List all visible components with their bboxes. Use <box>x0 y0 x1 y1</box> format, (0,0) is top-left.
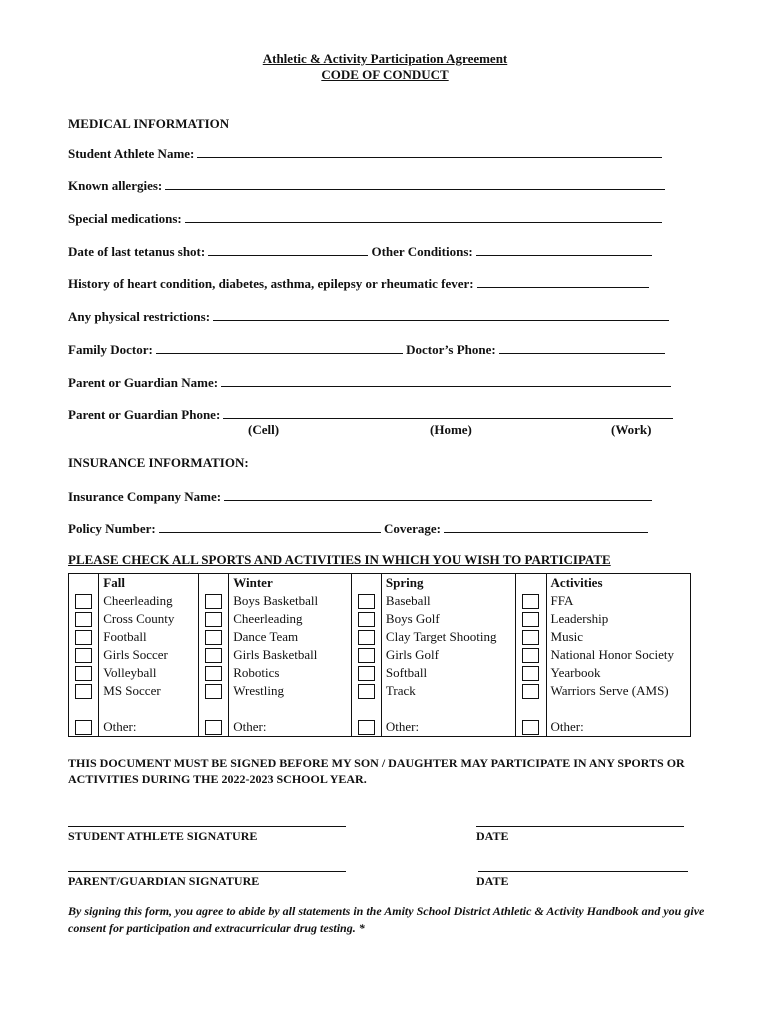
doctor-row <box>68 341 665 358</box>
checkbox[interactable] <box>522 612 539 627</box>
parent-signature-label: PARENT/GUARDIAN SIGNATURE <box>68 874 260 888</box>
checkbox[interactable] <box>358 612 375 627</box>
checkbox[interactable] <box>522 684 539 699</box>
column-header: Activities <box>546 574 690 593</box>
policy-field[interactable] <box>159 520 381 533</box>
checkbox[interactable] <box>358 666 375 681</box>
checkbox[interactable] <box>522 666 539 681</box>
checkbox[interactable] <box>522 720 539 735</box>
student-name-field[interactable] <box>197 145 662 158</box>
doctor-label: Family Doctor: <box>68 342 153 357</box>
sport-label: Clay Target Shooting <box>381 628 515 646</box>
checkbox[interactable] <box>522 648 539 663</box>
footer-statement: By signing this form, you agree to abide by all statements in the Amity School District Athletic & Activity Handbook and you give consent for participation and extracurricular drug testing. * <box>68 904 705 935</box>
allergies-row <box>68 177 665 194</box>
medications-field[interactable] <box>185 210 662 223</box>
column-header: Fall <box>99 574 199 593</box>
sport-label: Robotics <box>229 664 351 682</box>
checkbox[interactable] <box>205 720 222 735</box>
doctor-field[interactable] <box>156 341 403 354</box>
sport-label: Other: <box>546 718 690 737</box>
notice-text: THIS DOCUMENT MUST BE SIGNED BEFORE MY SON / DAUGHTER MAY PARTICIPATE IN ANY SPORTS OR ACTIVITIES DURING THE 2022-2023 SCHOOL YEAR. <box>68 756 685 786</box>
checkbox[interactable] <box>75 684 92 699</box>
insurance-company-label: Insurance Company Name: <box>68 489 222 504</box>
restrictions-field[interactable] <box>213 308 669 321</box>
sport-label: Football <box>99 628 199 646</box>
table-row <box>69 592 691 610</box>
coverage-field[interactable] <box>444 520 648 533</box>
parent-date-label: DATE <box>476 874 509 888</box>
student-signature-line[interactable] <box>68 826 346 827</box>
parent-date-line[interactable] <box>478 871 688 872</box>
student-signature-label: STUDENT ATHLETE SIGNATURE <box>68 829 258 843</box>
sport-label: Other: <box>99 718 199 737</box>
allergies-label: Known allergies: <box>68 178 163 193</box>
history-row <box>68 275 649 292</box>
sport-label: Other: <box>381 718 515 737</box>
checkbox[interactable] <box>205 630 222 645</box>
checkbox[interactable] <box>205 666 222 681</box>
sport-label: Volleyball <box>99 664 199 682</box>
doctor-phone-label: Doctor’s Phone: <box>406 342 496 357</box>
student-date-label: DATE <box>476 829 509 843</box>
sport-label: Yearbook <box>546 664 690 682</box>
checkbox[interactable] <box>75 612 92 627</box>
table-row <box>69 646 691 664</box>
checkbox[interactable] <box>358 648 375 663</box>
other-conditions-field[interactable] <box>476 243 652 256</box>
parent-signature-line[interactable] <box>68 871 346 872</box>
checkbox[interactable] <box>75 594 92 609</box>
sport-label: Warriors Serve (AMS) <box>546 682 690 700</box>
sport-label: Baseball <box>381 592 515 610</box>
table-row <box>69 682 691 700</box>
sport-label: Dance Team <box>229 628 351 646</box>
table-row <box>69 718 691 737</box>
restrictions-row <box>68 308 669 325</box>
sport-label: Girls Soccer <box>99 646 199 664</box>
history-field[interactable] <box>477 275 649 288</box>
sport-label: FFA <box>546 592 690 610</box>
guardian-name-field[interactable] <box>221 374 671 387</box>
checkbox[interactable] <box>205 684 222 699</box>
checkbox[interactable] <box>358 594 375 609</box>
checkbox[interactable] <box>75 630 92 645</box>
sport-label: Cross County <box>99 610 199 628</box>
table-row <box>69 610 691 628</box>
coverage-label: Coverage: <box>383 521 442 536</box>
checkbox[interactable] <box>358 684 375 699</box>
sport-label: Boys Basketball <box>229 592 351 610</box>
checkbox[interactable] <box>205 612 222 627</box>
tetanus-label: Date of last tetanus shot: <box>68 244 206 259</box>
student-name-row <box>68 145 662 162</box>
tetanus-row <box>68 243 652 260</box>
insurance-heading: INSURANCE INFORMATION: <box>68 455 249 470</box>
sport-label: Track <box>381 682 515 700</box>
student-date-line[interactable] <box>476 826 684 827</box>
column-header: Spring <box>381 574 515 593</box>
sport-label: Leadership <box>546 610 690 628</box>
phone-home-label: (Home) <box>430 422 472 437</box>
checkbox[interactable] <box>75 720 92 735</box>
guardian-phone-label: Parent or Guardian Phone: <box>68 407 221 422</box>
sport-label: MS Soccer <box>99 682 199 700</box>
checkbox[interactable] <box>522 630 539 645</box>
guardian-phone-row <box>68 406 673 423</box>
medications-row <box>68 210 662 227</box>
checkbox[interactable] <box>75 666 92 681</box>
guardian-name-row <box>68 374 671 391</box>
insurance-company-row <box>68 488 652 505</box>
sport-label: National Honor Society <box>546 646 690 664</box>
table-row <box>69 664 691 682</box>
checkbox[interactable] <box>358 630 375 645</box>
guardian-phone-field[interactable] <box>223 406 673 419</box>
sports-heading: PLEASE CHECK ALL SPORTS AND ACTIVITIES IN WHICH YOU WISH TO PARTICIPATE <box>68 552 611 567</box>
policy-label: Policy Number: <box>68 521 156 536</box>
table-row <box>69 700 691 718</box>
checkbox[interactable] <box>75 648 92 663</box>
policy-row <box>68 520 648 537</box>
checkbox[interactable] <box>205 648 222 663</box>
sport-label: Wrestling <box>229 682 351 700</box>
sport-label: Cheerleading <box>229 610 351 628</box>
phone-cell-label: (Cell) <box>248 422 280 437</box>
checkbox[interactable] <box>522 594 539 609</box>
medical-heading: MEDICAL INFORMATION <box>68 116 230 131</box>
sport-label: Cheerleading <box>99 592 199 610</box>
document-subtitle: CODE OF CONDUCT <box>321 67 449 82</box>
checkbox[interactable] <box>358 720 375 735</box>
other-conditions-label: Other Conditions: <box>371 244 473 259</box>
guardian-name-label: Parent or Guardian Name: <box>68 375 219 390</box>
column-header: Winter <box>229 574 351 593</box>
restrictions-label: Any physical restrictions: <box>68 309 211 324</box>
allergies-field[interactable] <box>165 177 665 190</box>
medications-label: Special medications: <box>68 211 182 226</box>
phone-work-label: (Work) <box>611 422 652 437</box>
sport-label: Boys Golf <box>381 610 515 628</box>
sports-table <box>68 573 691 737</box>
sport-label: Girls Basketball <box>229 646 351 664</box>
table-row <box>69 574 691 593</box>
student-name-label: Student Athlete Name: <box>68 146 195 161</box>
tetanus-field[interactable] <box>208 243 368 256</box>
history-label: History of heart condition, diabetes, asthma, epilepsy or rheumatic fever: <box>68 276 474 291</box>
sport-label: Other: <box>229 718 351 737</box>
checkbox[interactable] <box>205 594 222 609</box>
table-row <box>69 628 691 646</box>
document-title: Athletic & Activity Participation Agreement <box>262 51 508 66</box>
sport-label: Music <box>546 628 690 646</box>
sport-label: Softball <box>381 664 515 682</box>
insurance-company-field[interactable] <box>224 488 652 501</box>
doctor-phone-field[interactable] <box>499 341 665 354</box>
sport-label: Girls Golf <box>381 646 515 664</box>
